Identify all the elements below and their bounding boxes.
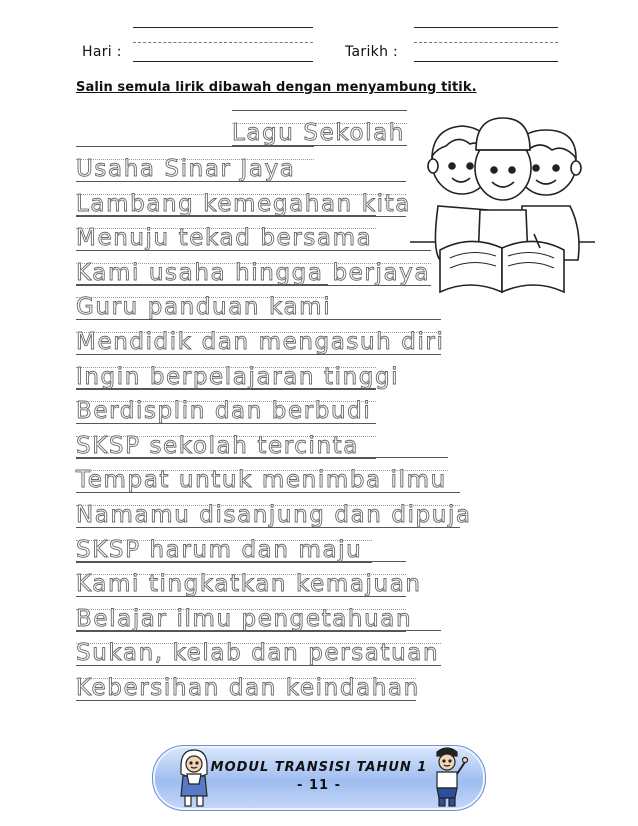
trace-row-lyric[interactable]	[76, 319, 445, 355]
lyric-line-text: Mendidik dan mengasuh diri	[76, 329, 445, 355]
trace-row-lyric[interactable]	[76, 665, 420, 701]
lyric-line-text: SKSP harum dan maju	[76, 536, 363, 563]
class-line	[414, 27, 558, 28]
module-title: MODUL TRANSISI TAHUN 1	[210, 760, 428, 775]
class-dash-line	[414, 42, 558, 43]
name-dash-line	[133, 42, 313, 43]
trace-row-lyric[interactable]	[76, 492, 472, 528]
lyric-line-text: Namamu disanjung dan dipuja	[76, 502, 472, 528]
day-label: Hari :	[82, 44, 122, 60]
trace-row-lyric[interactable]	[76, 630, 441, 666]
lyric-line-text: Belajar ilmu pengetahuan	[76, 605, 413, 632]
lyric-line-text: Tempat untuk menimba ilmu	[76, 467, 447, 494]
trace-row-lyric[interactable]	[76, 215, 376, 251]
lyric-line-text: Guru panduan kami	[76, 294, 332, 321]
lyric-line-text: Menuju tekad bersama	[76, 225, 373, 252]
trace-row-lyric[interactable]	[76, 146, 314, 182]
instruction-text: Salin semula lirik dibawah dengan menyambung titik.	[76, 80, 477, 95]
trace-row-lyric[interactable]	[76, 250, 431, 286]
lyric-line-text: Kebersihan dan keindahan	[76, 675, 420, 701]
trace-row-lyric[interactable]	[76, 561, 422, 598]
lyric-line-text: Lambang kemegahan kita	[76, 190, 411, 217]
date-label: Tarikh :	[345, 44, 399, 60]
trace-row-lyric[interactable]	[76, 423, 376, 459]
three-children-reading-book-icon	[410, 110, 595, 300]
boy-student-waving-icon	[425, 742, 469, 810]
footer-banner	[152, 745, 486, 811]
lyric-line-text: Berdisplin dan berbudi	[76, 398, 372, 425]
date-field[interactable]	[414, 61, 558, 62]
lyric-line-text: SKSP sekolah tercinta	[76, 432, 359, 459]
trace-row-lyric[interactable]	[76, 527, 372, 563]
trace-row-lyric[interactable]	[76, 388, 376, 424]
trace-row-title[interactable]	[232, 110, 407, 146]
trace-row-lyric[interactable]	[76, 181, 411, 217]
lyric-line-text: Kami tingkatkan kemajuan	[76, 571, 422, 598]
trace-row-lyric[interactable]	[76, 354, 400, 390]
lyric-line-text: Sukan, kelab dan persatuan	[76, 640, 440, 667]
song-title: Lagu Sekolah	[232, 120, 405, 146]
lyric-line-text: Kami usaha hingga berjaya	[76, 259, 431, 286]
name-line	[133, 27, 313, 28]
page-number: - 11 -	[297, 778, 341, 793]
lyric-line-text: Ingin berpelajaran tinggi	[76, 363, 400, 390]
trace-row-lyric[interactable]	[76, 596, 413, 632]
lyric-line-text: Usaha Sinar Jaya	[76, 156, 296, 182]
trace-row-lyric[interactable]	[76, 457, 448, 493]
trace-row-lyric[interactable]	[76, 284, 332, 321]
day-field[interactable]	[133, 61, 313, 62]
girl-student-icon	[173, 744, 215, 810]
